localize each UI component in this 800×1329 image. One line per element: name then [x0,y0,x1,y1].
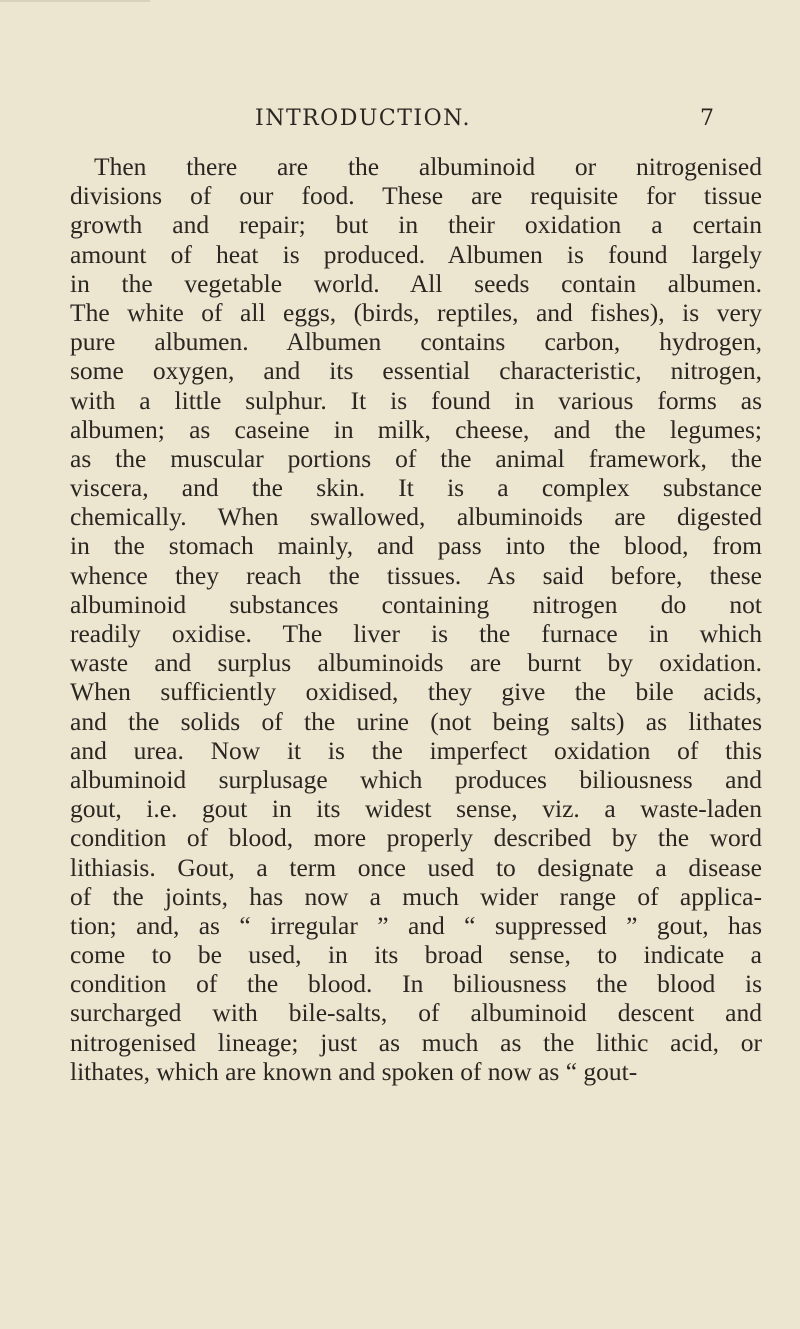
text-line: gout, i.e. gout in its widest sense, viz. a waste-laden [70,794,762,824]
text-line: and the solids of the urine (not being salts) as lithates [70,706,762,736]
top-edge-rule [0,0,150,2]
text-line: amount of heat is produced. Albumen is found largely [70,239,762,269]
body-paragraph [70,152,762,1086]
text-line: readily oxidise. The liver is the furnace in which [70,619,762,648]
text-line: lithiasis. Gout, a term once used to designate a disease [70,852,762,882]
text-line: of the joints, has now a much wider range of applica- [70,881,762,911]
text-line: condition of blood, more properly described by the word [70,823,762,853]
text-line: viscera, and the skin. It is a complex substance [70,473,762,503]
text-line: as the muscular portions of the animal framework, the [70,443,762,473]
text-line: whence they reach the tissues. As said before, these [70,560,762,590]
text-line: The white of all eggs, (birds, reptiles, and fishes), is very [70,297,762,327]
text-line: and urea. Now it is the imperfect oxidation of this [70,735,762,765]
text-line: condition of the blood. In biliousness the blood is [70,969,762,999]
text-line: albuminoid substances containing nitrogen do not [70,589,762,619]
text-line: waste and surplus albuminoids are burnt by oxidation. [70,648,762,678]
text-line: come to be used, in its broad sense, to indicate a [70,940,762,970]
text-line: albumen; as caseine in milk, cheese, and the legumes; [70,414,762,444]
running-head: INTRODUCTION. [255,106,471,131]
text-line: albuminoid surplusage which produces biliousness and [70,764,762,794]
text-line: divisions of our food. These are requisite for tissue [70,181,762,211]
text-line: nitrogenised lineage; just as much as the lithic acid, or [70,1027,762,1057]
text-line: tion; and, as “ irregular ” and “ suppressed ” gout, has [70,910,762,940]
text-line: growth and repair; but in their oxidation a certain [70,210,762,240]
text-line: When sufficiently oxidised, they give the bile acids, [70,677,762,707]
page-number: 7 [700,106,714,131]
text-line: some oxygen, and its essential characteristic, nitrogen, [70,356,762,386]
text-line: with a little sulphur. It is found in various forms as [70,385,762,415]
text-line: in the stomach mainly, and pass into the blood, from [70,531,762,561]
text-line: chemically. When swallowed, albuminoids are digested [70,502,762,532]
text-line: lithates, which are known and spoken of now as “ gout- [70,1056,638,1086]
page-header [0,103,800,135]
text-line: surcharged with bile-salts, of albuminoid descent and [70,998,762,1028]
text-line: in the vegetable world. All seeds contain albumen. [70,268,762,298]
text-line: Then there are the albuminoid or nitrogenised [94,152,762,181]
text-line: pure albumen. Albumen contains carbon, hydrogen, [70,327,762,357]
